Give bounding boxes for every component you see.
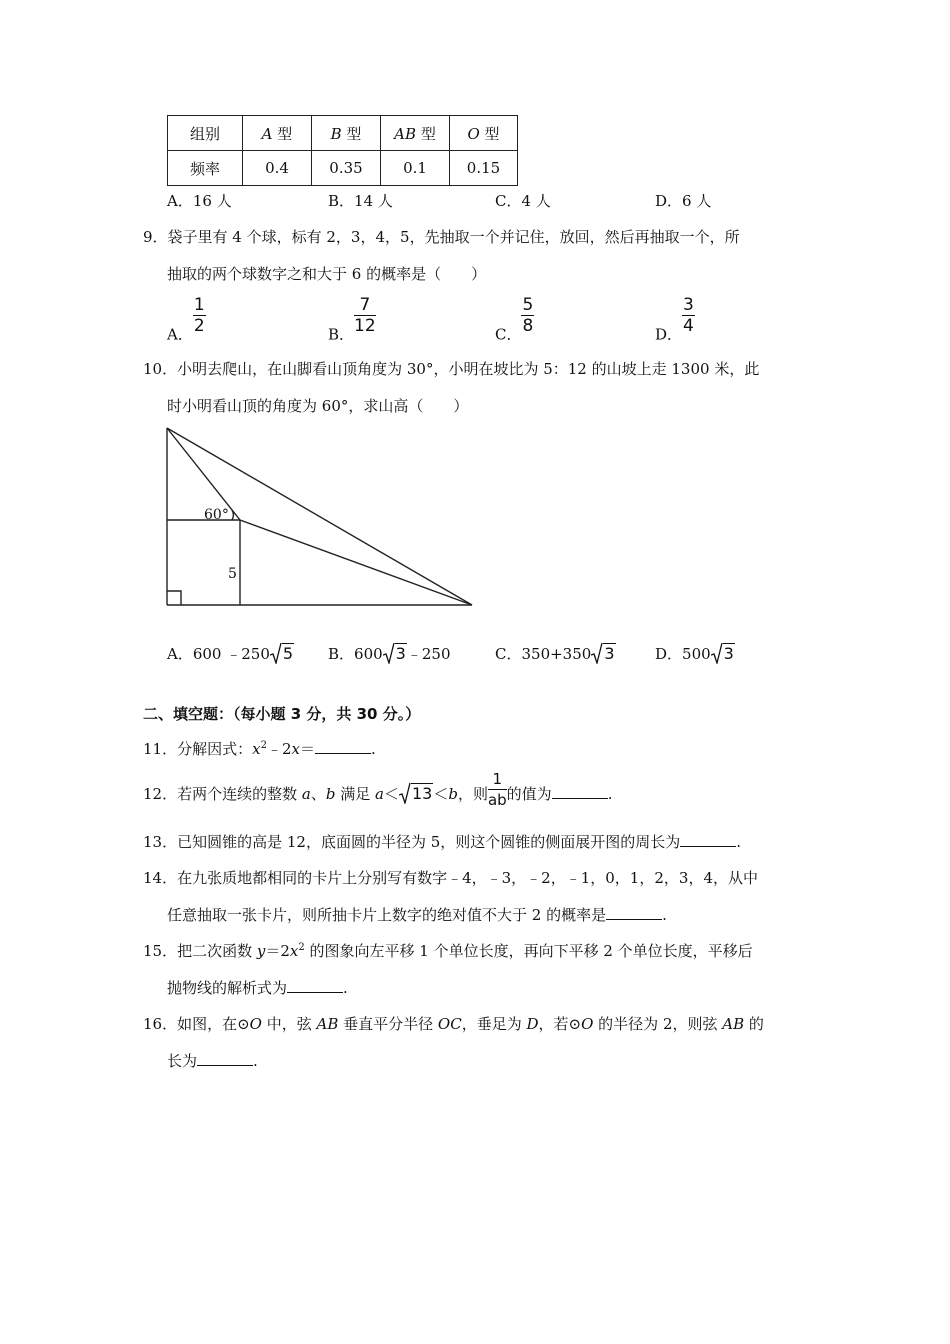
answer-blank[interactable] bbox=[606, 905, 662, 920]
q10-option-c: C．350+350 3 bbox=[495, 644, 615, 663]
table-cell: 0.4 bbox=[243, 151, 312, 186]
q8-option-d: D．6 人 bbox=[655, 192, 712, 210]
q9-text-line2: 抽取的两个球数字之和大于 6 的概率是（ ） bbox=[167, 265, 487, 283]
mountain-triangle-diagram bbox=[160, 420, 480, 612]
q10-option-a: A．600 ﹣250 5 bbox=[167, 644, 294, 663]
fraction-1-over-ab: $\frac{1}{ab}$ bbox=[487, 770, 507, 809]
header-ab: AB 型 bbox=[381, 116, 450, 151]
q13: 13．已知圆锥的高是 12，底面圆的半径为 5，则这个圆锥的侧面展开图的周长为 . bbox=[143, 833, 742, 851]
table-cell: 0.35 bbox=[312, 151, 381, 186]
answer-blank[interactable] bbox=[680, 832, 736, 847]
angle-label: 60° bbox=[204, 507, 229, 523]
right-angle-mark bbox=[167, 591, 181, 605]
table-header-row bbox=[168, 116, 518, 151]
q12: 12．若两个连续的整数 a、b 满足 a＜ 13＜b，则 $\frac{1}{ab}$ 的值为 . bbox=[143, 770, 613, 809]
table-row bbox=[168, 151, 518, 186]
sqrt-symbol: 3 bbox=[383, 644, 407, 663]
q15-line2: 抛物线的解析式为 . bbox=[167, 979, 348, 997]
sqrt-symbol: 13 bbox=[399, 784, 433, 803]
q9-option-c: C． $\frac{5}{8}$ bbox=[495, 295, 534, 344]
section-heading: 二、填空题：（每小题 3 分，共 30 分。） bbox=[143, 705, 421, 723]
table-cell: 0.1 bbox=[381, 151, 450, 186]
answer-blank[interactable] bbox=[315, 739, 371, 754]
answer-blank[interactable] bbox=[197, 1051, 253, 1066]
side-label: 5 bbox=[228, 566, 237, 582]
header-group: 组别 bbox=[168, 116, 243, 151]
q16-line1: 16．如图，在⊙O 中，弦 AB 垂直平分半径 OC，垂足为 D，若⊙O 的半径为 2，则弦 AB 的 bbox=[143, 1015, 764, 1033]
q10-option-b: B．600 3﹣250 bbox=[328, 644, 451, 663]
q9-text-line1: 9．袋子里有 4 个球，标有 2，3，4，5，先抽取一个并记住，放回，然后再抽取一个，所 bbox=[143, 228, 740, 246]
angle-arc bbox=[232, 510, 233, 520]
slope-line bbox=[240, 520, 472, 605]
q8-option-a: A．16 人 bbox=[167, 192, 232, 210]
q16-line2: 长为 . bbox=[167, 1052, 258, 1070]
q8-option-c: C．4 人 bbox=[495, 192, 551, 210]
q10-text-line2: 时小明看山顶的角度为 60°，求山高（ ） bbox=[167, 397, 469, 415]
header-b: B 型 bbox=[312, 116, 381, 151]
q9-option-a: A． $\frac{1}{2}$ bbox=[167, 295, 205, 344]
q14-line2: 任意抽取一张卡片，则所抽卡片上数字的绝对值不大于 2 的概率是 . bbox=[167, 906, 667, 924]
header-a: A 型 bbox=[243, 116, 312, 151]
answer-blank[interactable] bbox=[552, 784, 608, 799]
q9-option-d: D． $\frac{3}{4}$ bbox=[655, 295, 694, 344]
q11: 11．分解因式：$x^2﹣2x=$ . bbox=[143, 740, 376, 758]
q10-text-line1: 10．小明去爬山，在山脚看山顶角度为 30°，小明在坡比为 5：12 的山坡上走 1300 米，此 bbox=[143, 360, 760, 378]
row-label: 频率 bbox=[168, 151, 243, 186]
frequency-table bbox=[167, 115, 518, 186]
sqrt-symbol: 3 bbox=[591, 644, 615, 663]
sqrt-symbol: 3 bbox=[711, 644, 735, 663]
answer-blank[interactable] bbox=[287, 978, 343, 993]
q15-line1: 15．把二次函数 $y=2x^2$ 的图象向左平移 1 个单位长度，再向下平移 2 个单位长度，平移后 bbox=[143, 942, 753, 960]
q10-option-d: D．500 3 bbox=[655, 644, 734, 663]
q9-option-b: B． $\frac{7}{12}$ bbox=[328, 295, 376, 344]
header-o: O 型 bbox=[450, 116, 518, 151]
sqrt-symbol: 5 bbox=[270, 644, 294, 663]
q8-option-b: B．14 人 bbox=[328, 192, 393, 210]
table-cell: 0.15 bbox=[450, 151, 518, 186]
q14-line1: 14．在九张质地都相同的卡片上分别写有数字﹣4，﹣3，﹣2，﹣1，0，1，2，3，4，从中 bbox=[143, 869, 758, 887]
